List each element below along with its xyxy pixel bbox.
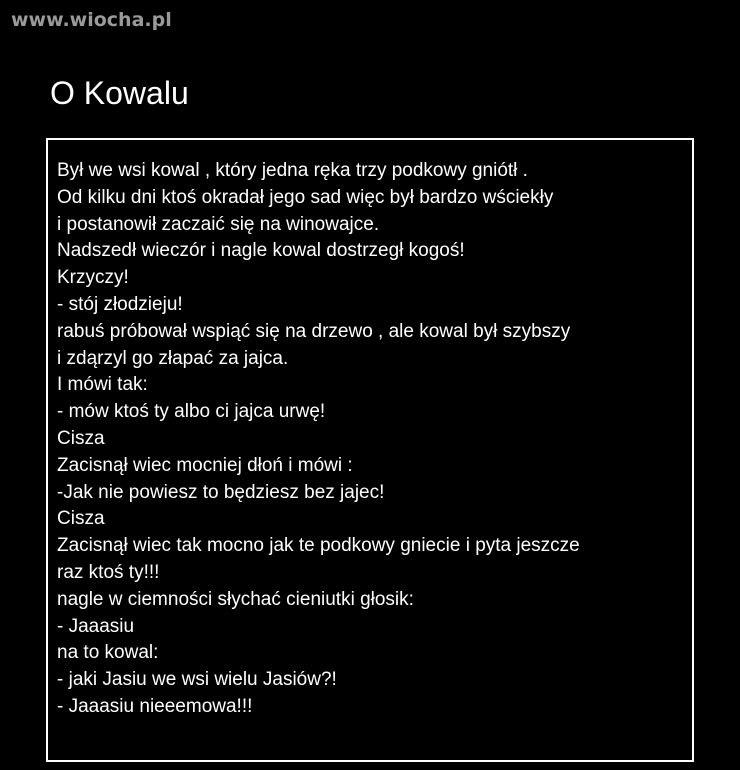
story-line: Cisza xyxy=(57,508,105,530)
story-line: Zacisnął wiec tak mocno jak te podkowy gniecie i pyta jeszcze xyxy=(57,535,580,557)
story-line: Nadszedł wieczór i nagle kowal dostrzegł kogoś! xyxy=(57,240,465,262)
story-line: i postanowił zaczaić się na winowajce. xyxy=(57,213,380,235)
story-line: nagle w ciemności słychać cieniutki głosik: xyxy=(57,588,414,610)
story-box xyxy=(46,138,694,762)
story-line: Zacisnął wiec mocniej dłoń i mówi : xyxy=(57,454,353,476)
story-line: na to kowal: xyxy=(57,642,159,664)
story-line: Krzyczy! xyxy=(57,267,129,289)
page-title: O Kowalu xyxy=(50,75,189,111)
story-line: - mów ktoś ty albo ci jajca urwę! xyxy=(57,401,326,423)
story-line: Od kilku dni ktoś okradał jego sad więc był bardzo wściekły xyxy=(57,186,554,208)
story-line: I mówi tak: xyxy=(57,374,148,396)
story-line: - jaki Jasiu we wsi wielu Jasiów?! xyxy=(57,669,337,691)
story-line: - Jaaasiu xyxy=(57,615,135,637)
story-text xyxy=(57,158,580,721)
story-line: raz ktoś ty!!! xyxy=(57,561,160,583)
story-line: - stój złodzieju! xyxy=(57,293,183,315)
story-line: rabuś próbował wspiąć się na drzewo , ale kowal był szybszy xyxy=(57,320,571,342)
story-line: - Jaaasiu nieeemowa!!! xyxy=(57,695,253,717)
story-line: Był we wsi kowal , który jedna ręka trzy podkowy gniótł . xyxy=(57,160,528,181)
story-line: -Jak nie powiesz to będziesz bez jajec! xyxy=(57,481,385,503)
site-watermark: www.wiocha.pl xyxy=(11,9,172,31)
story-line: i zdąrzyl go złapać za jajca. xyxy=(57,347,289,369)
story-line: Cisza xyxy=(57,427,105,449)
